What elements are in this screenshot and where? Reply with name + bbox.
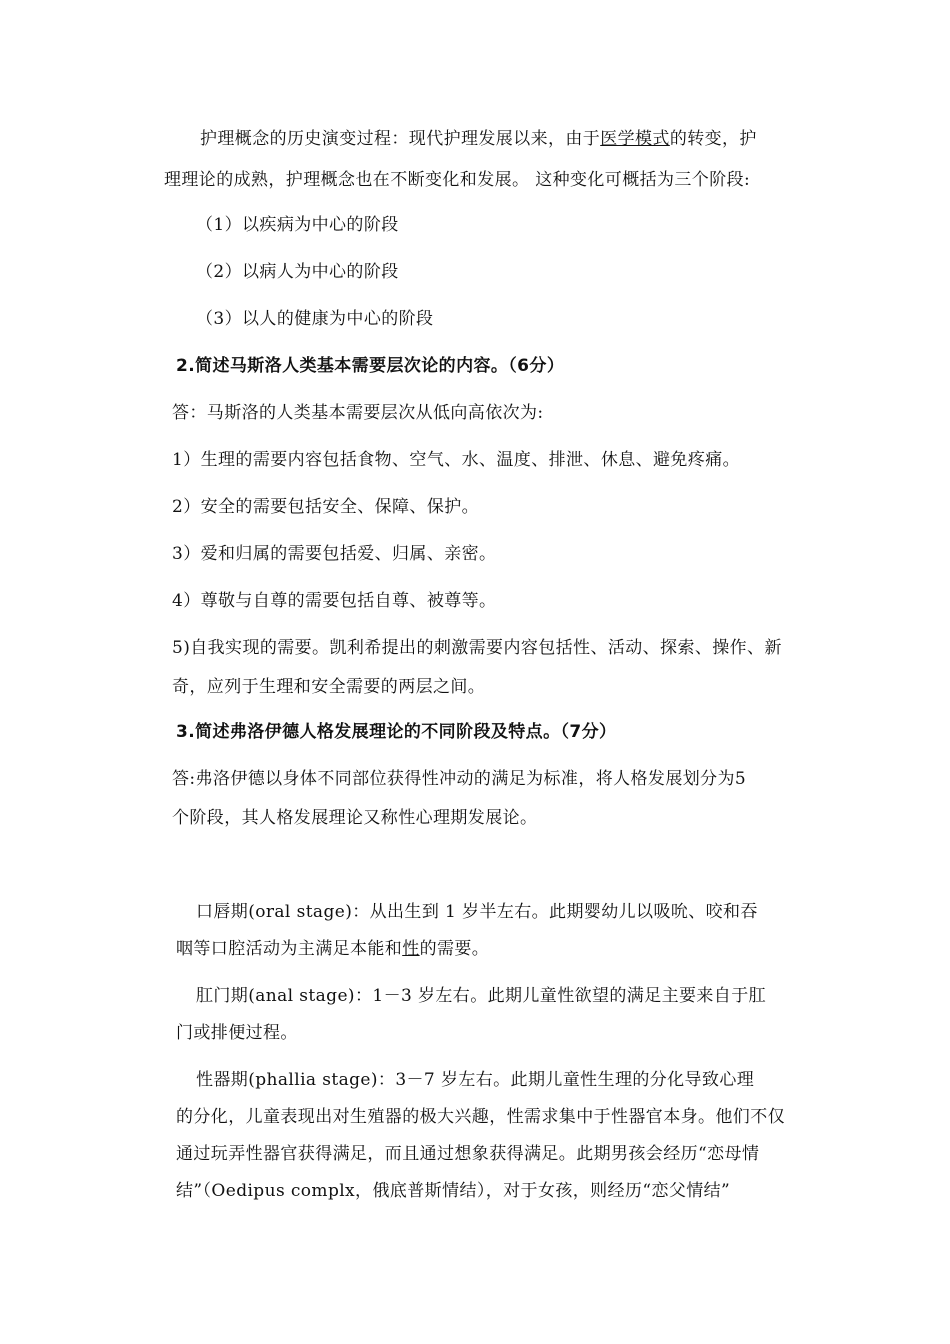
q2-title: 2.简述马斯洛人类基本需要层次论的内容。（6分） [176, 356, 565, 376]
anal-stage-line-1: 肛门期(anal stage)：1－3 岁左右。此期儿童性欲望的满足主要来自于肛 [196, 986, 766, 1006]
q2-item-4: 4）尊敬与自尊的需要包括自尊、被尊等。 [172, 591, 497, 611]
q2-answer: 答：马斯洛的人类基本需要层次从低向高依次为: [172, 403, 544, 423]
q3-answer-line-1: 答:弗洛伊德以身体不同部位获得性冲动的满足为标准，将人格发展划分为5 [172, 769, 747, 789]
medical-model-link[interactable]: 医学模式 [600, 129, 670, 149]
anal-stage-line-2: 门或排便过程。 [176, 1023, 298, 1043]
oral-stage-line-2 [176, 934, 489, 959]
oral-text-a: 咽等口腔活动为主满足本能和 [176, 939, 403, 959]
q3-title: 3.简述弗洛伊德人格发展理论的不同阶段及特点。（7分） [176, 722, 617, 742]
intro-text-b: 的转变，护 [669, 129, 757, 149]
phallic-stage-line-2: 的分化，儿童表现出对生殖器的极大兴趣，性需求集中于性器官本身。他们不仅 [176, 1107, 785, 1127]
q2-item-2: 2）安全的需要包括安全、保障、保护。 [172, 497, 480, 517]
q2-item-5-cont: 奇，应列于生理和安全需要的两层之间。 [172, 677, 486, 697]
intro-line-1 [200, 124, 757, 149]
stage-item-2: （2）以病人为中心的阶段 [196, 262, 399, 282]
q2-item-5: 5)自我实现的需要。凯利希提出的刺激需要内容包括性、活动、探索、操作、新 [172, 638, 782, 658]
stage-item-1: （1）以疾病为中心的阶段 [196, 215, 399, 235]
sex-link[interactable]: 性 [402, 939, 420, 959]
stage-item-3: （3）以人的健康为中心的阶段 [196, 309, 434, 329]
intro-text-a: 护理概念的历史演变过程：现代护理发展以来，由于 [200, 129, 601, 149]
phallic-stage-line-4: 结”（Oedipus complx，俄底普斯情结），对于女孩，则经历“恋父情结” [176, 1181, 731, 1201]
phallic-stage-line-3: 通过玩弄性器官获得满足，而且通过想象获得满足。此期男孩会经历“恋母情 [176, 1144, 760, 1164]
oral-stage-line-1: 口唇期(oral stage)：从出生到 1 岁半左右。此期婴幼儿以吸吮、咬和吞 [196, 902, 758, 922]
q2-item-1: 1）生理的需要内容包括食物、空气、水、温度、排泄、休息、避免疼痛。 [172, 450, 741, 470]
q3-answer-line-2: 个阶段，其人格发展理论又称性心理期发展论。 [172, 808, 538, 828]
q2-item-3: 3）爱和归属的需要包括爱、归属、亲密。 [172, 544, 497, 564]
intro-line-2: 理理论的成熟，护理概念也在不断变化和发展。 这种变化可概括为三个阶段: [164, 170, 751, 190]
oral-text-b: 的需要。 [419, 939, 490, 959]
phallic-stage-line-1: 性器期(phallia stage)：3－7 岁左右。此期儿童性生理的分化导致心理 [196, 1070, 755, 1090]
